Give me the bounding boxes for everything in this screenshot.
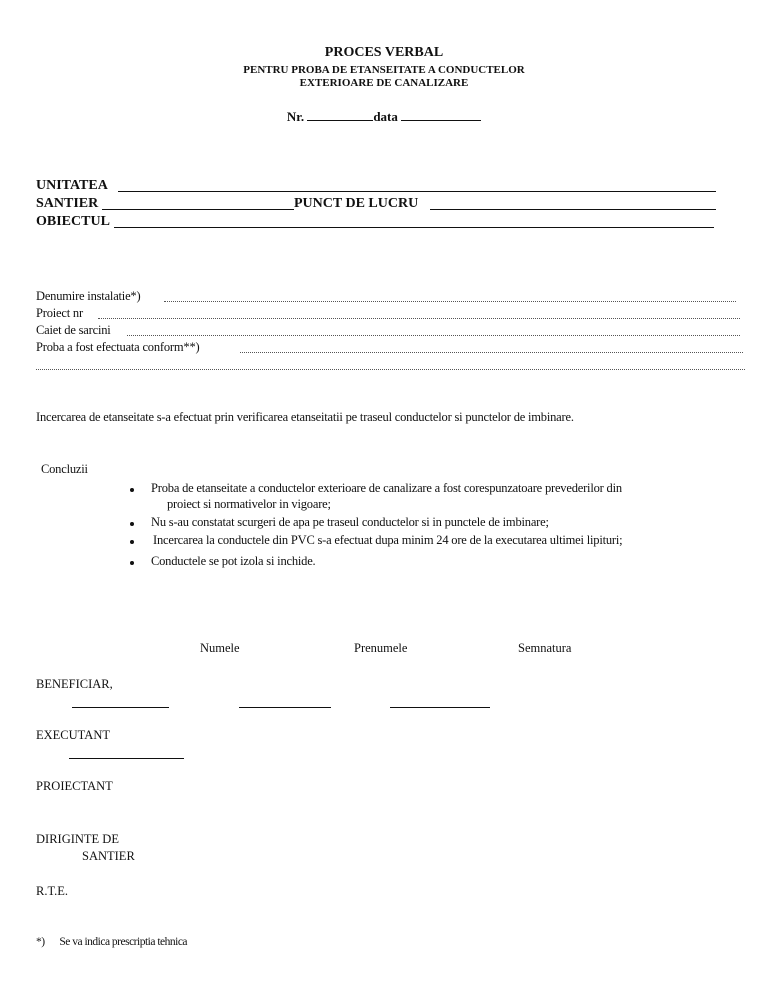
obiectul-line[interactable] <box>114 227 714 228</box>
santier-label: SANTIER <box>36 196 99 211</box>
proiect-dots[interactable] <box>98 318 740 319</box>
proiectant-label: PROIECTANT <box>36 779 113 793</box>
bullet-icon <box>130 522 134 526</box>
document-subtitle-2: EXTERIOARE DE CANALIZARE <box>299 77 469 89</box>
date-blank[interactable] <box>401 109 481 121</box>
caiet-label: Caiet de sarcini <box>36 323 111 337</box>
unitatea-label: UNITATEA <box>36 178 108 193</box>
diriginte-label-1: DIRIGINTE DE <box>36 832 119 846</box>
denumire-dots[interactable] <box>164 301 736 302</box>
diriginte-label-2: SANTIER <box>82 849 135 863</box>
document-title: PROCES VERBAL <box>324 45 444 60</box>
denumire-label: Denumire instalatie*) <box>36 289 141 303</box>
number-date-line <box>0 109 768 125</box>
bullet-icon <box>130 540 134 544</box>
nr-label: Nr. <box>286 109 305 124</box>
rte-label: R.T.E. <box>36 884 69 898</box>
beneficiar-prenumele-line[interactable] <box>239 707 331 708</box>
punct-de-lucru-line[interactable] <box>430 209 716 210</box>
conclusion-item-1-line-2: proiect si normativelor in vigoare; <box>167 497 331 511</box>
proba-label: Proba a fost efectuata conform**) <box>36 340 200 354</box>
column-numele: Numele <box>200 641 240 655</box>
beneficiar-semnatura-line[interactable] <box>390 707 490 708</box>
bullet-icon <box>130 488 134 492</box>
data-label: data <box>373 109 398 124</box>
proba-dots[interactable] <box>240 352 743 353</box>
conclusions-label: Concluzii <box>41 462 88 476</box>
conclusion-item-2: Nu s-au constatat scurgeri de apa pe traseul conductelor si in punctele de imbinare; <box>151 515 549 529</box>
footnote-mark: *) <box>36 936 45 948</box>
conclusion-item-4: Conductele se pot izola si inchide. <box>151 554 316 568</box>
column-semnatura: Semnatura <box>518 641 572 655</box>
conclusion-item-1-line-1: Proba de etanseitate a conductelor exterioare de canalizare a fost corespunzatoare prevederilor din <box>151 481 622 495</box>
column-prenumele: Prenumele <box>354 641 408 655</box>
executant-line[interactable] <box>69 758 184 759</box>
nr-blank[interactable] <box>307 109 373 121</box>
proiect-label: Proiect nr <box>36 306 83 320</box>
conclusion-item-3: Incercarea la conductele din PVC s-a efectuat dupa minim 24 ore de la executarea ultimei lipituri; <box>153 533 623 547</box>
obiectul-label: OBIECTUL <box>36 214 110 229</box>
beneficiar-label: BENEFICIAR, <box>36 677 113 691</box>
footnote-text: Se va indica prescriptia tehnica <box>59 936 188 948</box>
footnote <box>36 936 187 948</box>
santier-line[interactable] <box>102 209 294 210</box>
caiet-dots[interactable] <box>127 335 740 336</box>
unitatea-line[interactable] <box>118 191 716 192</box>
document-subtitle-1: PENTRU PROBA DE ETANSEITATE A CONDUCTELOR <box>243 64 525 76</box>
executant-label: EXECUTANT <box>36 728 110 742</box>
bullet-icon <box>130 561 134 565</box>
punct-de-lucru-label: PUNCT DE LUCRU <box>294 196 419 211</box>
beneficiar-numele-line[interactable] <box>72 707 169 708</box>
statement-text: Incercarea de etanseitate s-a efectuat prin verificarea etanseitatii pe traseul conductelor si punctelor de imbinare. <box>36 410 574 424</box>
extra-dots-line[interactable] <box>36 369 745 370</box>
